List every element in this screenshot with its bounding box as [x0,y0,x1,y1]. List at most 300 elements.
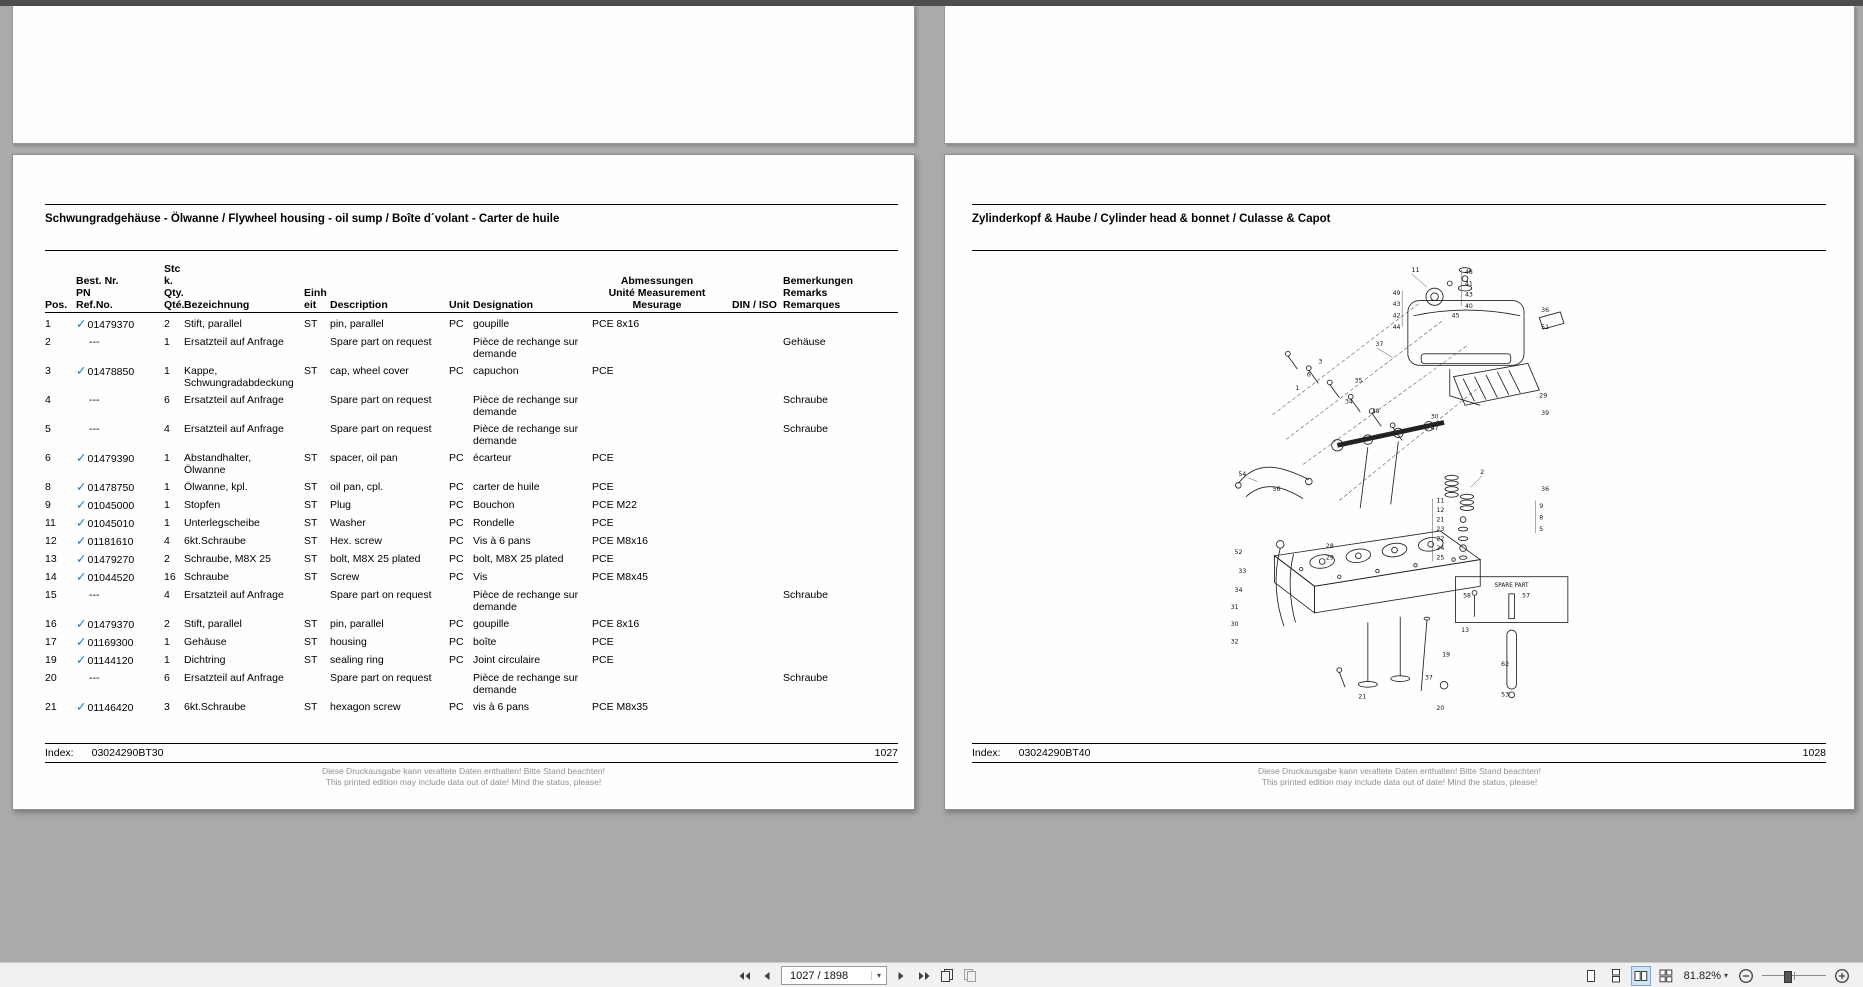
cell-bez: 6kt.Schraube [184,535,246,547]
chevron-down-icon: ▾ [871,971,886,980]
table-row [45,535,898,548]
cell-bem: Schraube [783,589,828,601]
cell-part: ✓01146420 [76,700,134,714]
cell-abm [592,394,726,418]
callout-number: 21 [1358,693,1367,701]
callout-number: 38 [1371,407,1380,415]
cylinder-head-block-shape [1275,531,1481,613]
callout-number: 42 [1392,312,1401,320]
cell-pos: 6 [45,452,51,464]
callout-number: 19 [1442,651,1451,659]
cell-abm: PCE M8x16 [592,535,649,547]
cell-unit: PC [449,452,464,464]
blue-check-icon: ✓ [76,480,87,494]
callout-number: 6 [1306,371,1311,379]
continuous-view-button[interactable] [1607,967,1625,985]
callout-number: 48 [1465,268,1473,276]
single-page-icon [1585,969,1597,983]
cell-unit [449,394,473,418]
callout-number: 35 [1354,377,1363,385]
callout-number: 32 [1230,638,1239,646]
blue-check-icon: ✓ [76,498,87,512]
cell-bez: Abstandhalter, Ölwanne [184,452,252,476]
table-row [45,636,898,649]
cell-din [726,589,783,613]
column-header-desig: Designation [473,299,534,311]
blue-check-icon: ✓ [76,653,87,667]
cell-desig: Bouchon [473,499,515,511]
blue-check-icon: ✓ [76,516,87,530]
callout-number: 41 [1465,280,1473,288]
callout-number: 51 [1541,324,1550,332]
cell-einh [304,589,330,613]
cell-abm [592,336,726,360]
next-view-button[interactable] [961,967,979,985]
page-number: 1027 [874,747,898,759]
table-row [45,318,898,331]
callout-number: 1 [1295,385,1300,393]
cell-einh [304,394,330,418]
divider [45,312,898,313]
cell-bez: Dichtring [184,654,226,666]
cell-desc: Hex. screw [330,535,382,547]
callout-number: 34 [1345,398,1353,406]
cell-unit [449,336,473,360]
last-page-button[interactable] [915,967,933,985]
cell-einh: ST [304,318,318,330]
circle-plus-icon [1834,968,1850,984]
cell-einh: ST [304,571,318,583]
cell-desig: Pièce de rechange sur demande [473,423,579,447]
cell-einh: ST [304,535,318,547]
cell-einh: ST [304,499,318,511]
cell-desig: carter de huile [473,481,540,493]
cell-bem [783,654,898,667]
callout-number: 30 [1230,621,1239,629]
column-header-unit: Unit [449,299,470,311]
cell-desc: Spare part on request [330,423,432,435]
cell-abm: PCE 8x16 [592,618,640,630]
blue-check-icon: ✓ [76,552,87,566]
column-header-desc: Description [330,299,388,311]
callout-number: 56 [1272,486,1281,493]
callout-number: 31 [1230,604,1239,612]
cell-unit: PC [449,701,464,713]
callout-number: 45 [1451,312,1460,320]
blue-check-icon: ✓ [76,534,87,548]
blue-check-icon: ✓ [76,635,87,649]
divider [972,250,1826,251]
callout-number: 11 [1411,266,1420,274]
column-header-bem: Bemerkungen Remarks Remarques [783,275,854,311]
cell-bez: Ersatzteil auf Anfrage [184,394,284,406]
left-arrow-icon [762,971,772,981]
cell-qty: 4 [164,535,170,547]
parts-table-body [45,318,898,719]
cell-din [726,654,783,667]
cell-bez: Kappe, Schwungradabdeckung [184,365,294,389]
cell-einh: ST [304,701,318,713]
callout-number: 49 [1392,289,1401,297]
cell-bez: Ölwanne, kpl. [184,481,248,493]
cell-bem: Gehäuse [783,336,826,348]
cell-bem [783,618,898,631]
cell-pos: 15 [45,589,57,601]
cell-bez: Unterlegscheibe [184,517,260,529]
zoom-level-combobox[interactable] [1682,970,1730,982]
next-page-button[interactable] [892,967,910,985]
print-disclaimer [13,766,914,787]
cell-bem [783,571,898,584]
cell-bem [783,517,898,530]
diagram-callouts [1231,267,1549,712]
page-number-combobox[interactable] [781,966,887,985]
callout-number: 47 [1430,425,1439,433]
zoom-slider-tick [1794,972,1795,980]
cell-qty: 4 [164,589,170,601]
cell-bez: Ersatzteil auf Anfrage [184,672,284,684]
cell-part: ✓01479390 [76,451,135,465]
previous-view-button[interactable] [938,967,956,985]
cell-din [726,571,783,584]
continuous-facing-icon [1659,969,1673,983]
cell-qty: 1 [164,452,170,464]
divider [45,743,898,744]
cell-part: --- [89,423,100,435]
cell-qty: 2 [164,618,170,630]
cell-pos: 8 [45,481,51,493]
cell-pos: 13 [45,553,57,565]
facing-pages-icon [1634,969,1648,983]
cell-bez: Schraube [184,571,229,583]
index-value: 03024290BT40 [1018,747,1091,759]
cell-qty: 1 [164,654,170,666]
callout-number: 9 [1539,503,1544,511]
zoom-out-button[interactable] [1737,967,1755,985]
cell-desig: Vis à 6 pans [473,535,531,547]
callout-number: 57 [1522,592,1531,600]
assembly-axis-lines [1273,302,1481,500]
cell-unit: PC [449,636,464,648]
divider [972,743,1826,744]
cell-qty: 3 [164,701,170,713]
cell-desig: Pièce de rechange sur demande [473,336,579,360]
cell-bez: Schraube, M8X 25 [184,553,271,565]
single-page-view-button[interactable] [1582,967,1600,985]
blue-check-icon: ✓ [76,570,87,584]
cell-din [726,553,783,566]
cell-bez: Stift, parallel [184,618,242,630]
cell-abm: PCE [592,365,614,377]
callout-number: 11 [1436,497,1445,505]
cell-unit: PC [449,318,464,330]
callout-number: 44 [1392,324,1401,332]
cell-qty: 1 [164,636,170,648]
callout-number: 53 [1501,691,1510,699]
cell-part: ✓01044520 [76,570,135,584]
cell-desc: housing [330,636,367,648]
previous-view-icon [940,969,954,982]
cell-desig: Pièce de rechange sur demande [473,672,579,696]
cell-qty: 1 [164,499,170,511]
bottom-toolbar [0,962,1863,987]
cell-part: ✓01144120 [76,653,134,667]
cell-bem [783,365,898,389]
cell-pos: 5 [45,423,51,435]
cell-qty: 6 [164,672,170,684]
cell-bem: Schraube [783,423,828,435]
cell-bez: Ersatzteil auf Anfrage [184,336,284,348]
table-row [45,553,898,566]
cell-abm: PCE M8x45 [592,571,649,583]
table-row [45,672,898,696]
cell-din [726,618,783,631]
right-page-title: Zylinderkopf & Haube / Cylinder head & bonnet / Culasse & Capot [972,213,1331,225]
cell-qty: 6 [164,394,170,406]
cell-desig: Pièce de rechange sur demande [473,589,579,613]
disclaimer-german: Diese Druckausgabe kann veraltete Daten enthalten! Bitte Stand beachten! [1257,766,1542,776]
previous-spread-page-bottom-left [12,6,915,144]
cell-desc: oil pan, cpl. [330,481,384,493]
table-row [45,618,898,631]
cell-unit [449,423,473,447]
cell-einh [304,423,330,447]
cell-bez: Ersatzteil auf Anfrage [184,423,284,435]
cell-part: --- [89,394,100,406]
fuel-line-shape [1235,467,1312,498]
disclaimer-english: This printed edition may include data out of date! Mind the status, please! [1261,776,1538,787]
cell-bez: 6kt.Schraube [184,701,246,713]
cell-qty: 1 [164,517,170,529]
index-value: 03024290BT30 [91,747,164,759]
cell-bez: Stopfen [184,499,221,511]
callout-number: 52 [1234,548,1243,556]
cell-pos: 1 [45,318,51,330]
callout-number: 39 [1541,409,1550,417]
cell-unit [449,589,473,613]
cell-desc: pin, parallel [330,318,384,330]
cell-desc: cap, wheel cover [330,365,409,377]
rocker-assembly-shape [1332,421,1444,508]
divider [45,762,898,763]
cell-din [726,701,783,714]
cell-pos: 2 [45,336,51,348]
index-label: Index: [972,747,1001,759]
parts-table-header [45,255,898,311]
cell-bem [783,636,898,649]
column-header-pos: Pos. [45,299,68,311]
cell-pos: 21 [45,701,57,713]
cover-plate-shape [1454,363,1540,405]
callout-number: 12 [1436,506,1445,514]
cell-bem: Schraube [783,672,828,684]
zoom-controls-group [1582,963,1851,987]
cell-pos: 19 [45,654,57,666]
callout-number: 33 [1238,567,1247,575]
cell-desig: Pièce de rechange sur demande [473,394,579,418]
document-page-left [12,154,915,810]
callout-number: 28 [1325,543,1334,551]
cell-bem: Schraube [783,394,828,406]
continuous-facing-view-button[interactable] [1657,967,1675,985]
cell-qty: 4 [164,423,170,435]
callout-guide-lines [1248,270,1536,561]
cell-bem [783,701,898,714]
cell-qty: 2 [164,553,170,565]
cell-din [726,481,783,494]
cell-pos: 9 [45,499,51,511]
blue-check-icon: ✓ [76,451,87,465]
cell-din [726,672,783,696]
callout-number: 29 [1539,392,1548,400]
callout-number: 8 [1539,514,1544,522]
callout-number: 37 [1375,341,1384,349]
previous-spread-page-bottom-right [944,6,1855,144]
cell-abm: PCE [592,452,614,464]
zoom-in-button[interactable] [1833,967,1851,985]
cell-desig: boîte [473,636,497,648]
cell-bem [783,318,898,331]
disclaimer-german: Diese Druckausgabe kann veraltete Daten enthalten! Bitte Stand beachten! [321,766,606,776]
zoom-slider-handle[interactable] [1784,971,1792,983]
cell-qty: 1 [164,336,170,348]
table-row [45,499,898,512]
cell-qty: 16 [164,571,176,583]
cell-pos: 4 [45,394,51,406]
cell-unit: PC [449,535,464,547]
cell-part: ✓01479370 [76,617,135,631]
cell-desig: capuchon [473,365,519,377]
cell-einh: ST [304,365,318,377]
cell-bem [783,452,898,476]
table-row [45,394,898,418]
cell-desc: Spare part on request [330,394,432,406]
exploded-diagram [1225,261,1625,721]
cell-din [726,423,783,447]
cell-qty: 1 [164,481,170,493]
disclaimer-english: This printed edition may include data out of date! Mind the status, please! [325,776,602,787]
callout-number: 43 [1465,291,1473,299]
callout-number: 36 [1541,486,1550,493]
previous-page-button[interactable] [758,967,776,985]
right-arrow-icon [896,971,906,981]
cell-din [726,365,783,389]
cell-din [726,318,783,331]
cell-einh: ST [304,654,318,666]
page-navigation-group [735,963,979,987]
cell-abm: PCE [592,636,614,648]
cell-part: ✓01479370 [76,317,135,331]
column-header-qty: Stc k. Qty. Qté. [164,263,185,311]
cell-einh [304,672,330,696]
facing-pages-view-button[interactable] [1632,967,1650,985]
cell-unit: PC [449,517,464,529]
cell-einh: ST [304,636,318,648]
cell-part: ✓01478850 [76,364,135,378]
blue-check-icon: ✓ [76,700,87,714]
print-disclaimer [945,766,1854,787]
stud-bolts [1285,351,1402,440]
cell-din [726,517,783,530]
table-row [45,701,898,714]
chevron-down-icon: ▾ [1723,971,1728,980]
cell-qty: 1 [164,365,170,377]
column-header-part: Best. Nr. PN Ref.No. [76,275,119,311]
zoom-slider[interactable] [1762,968,1826,984]
cell-desig: goupille [473,618,510,630]
callout-number: 34 [1234,586,1243,594]
cell-part: ✓01478750 [76,480,135,494]
cell-bem [783,481,898,494]
cell-desc: pin, parallel [330,618,384,630]
callout-number: 5 [1539,526,1544,533]
table-row [45,517,898,530]
callout-number: 40 [1465,303,1473,311]
column-header-bez: Bezeichnung [184,299,250,311]
cell-part: ✓01181610 [76,534,134,548]
callout-number: 13 [1461,626,1470,634]
cell-einh [304,336,330,360]
first-page-button[interactable] [735,967,753,985]
cell-part: ✓01045010 [76,516,135,530]
table-row [45,571,898,584]
cell-din [726,499,783,512]
callout-number: 58 [1463,592,1471,600]
valve-train-stack-shape [1458,517,1468,560]
cell-pos: 20 [45,672,57,684]
right-page-footer [972,747,1826,759]
cell-unit: PC [449,553,464,565]
divider [45,250,898,251]
cell-din [726,636,783,649]
cell-part: ✓01045000 [76,498,135,512]
table-row [45,423,898,447]
callout-number: 36 [1541,306,1550,314]
cell-pos: 3 [45,365,51,377]
cell-einh: ST [304,553,318,565]
divider [972,762,1826,763]
page-number-value: 1027 / 1898 [790,969,849,982]
cell-part: --- [89,589,100,601]
cell-bem [783,499,898,512]
cell-unit: PC [449,571,464,583]
cell-desig: Joint circulaire [473,654,541,666]
divider [972,204,1826,205]
blue-check-icon: ✓ [76,364,87,378]
cell-abm: PCE M22 [592,499,637,511]
page-number: 1028 [1802,747,1826,759]
cell-desc: Screw [330,571,360,583]
cell-unit: PC [449,618,464,630]
table-row [45,481,898,494]
column-header-einh: Einh eit [304,287,327,311]
blue-check-icon: ✓ [76,317,87,331]
cell-einh: ST [304,517,318,529]
table-row [45,336,898,360]
callout-number: 22 [1436,535,1445,543]
cell-pos: 17 [45,636,57,648]
cell-desig: bolt, M8X 25 plated [473,553,564,565]
callout-number: 2 [1480,468,1485,476]
double-right-arrow-icon [918,971,931,981]
cell-abm [592,672,726,696]
cell-desig: Rondelle [473,517,515,529]
cell-desig: Vis [473,571,488,583]
column-header-din: DIN / ISO [732,299,777,311]
cell-desc: Spare part on request [330,672,432,684]
cell-abm [592,423,726,447]
callout-number: 30 [1430,413,1439,421]
